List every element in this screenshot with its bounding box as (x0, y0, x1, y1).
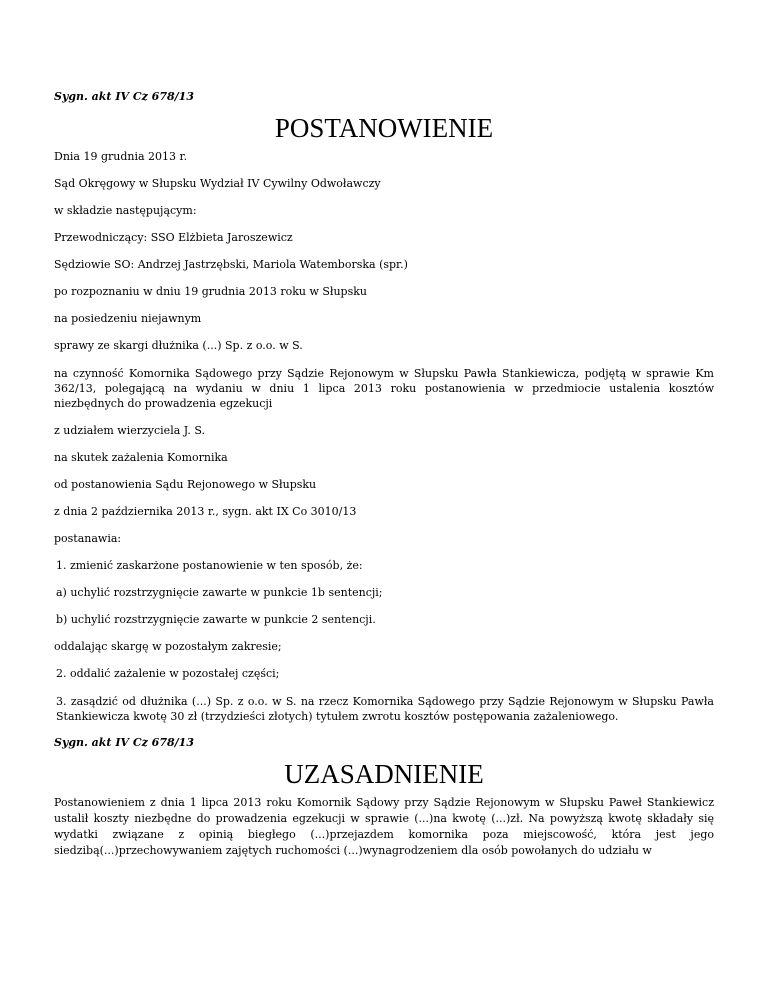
district-court-line: od postanowienia Sądu Rejonowego w Słupsku (54, 478, 317, 491)
document-page (54, 90, 714, 859)
bailiff-paragraph: na czynność Komornika Sądowego przy Sądzie Rejonowym w Słupsku Pawła Stankiewicza, podjętą w sprawie Km 362/13, polegającą na wydaniu w dniu 1 lipca 2013 roku postanowienia w przedmiocie ustalenia kosztów niezbędnych do prowadzenia egzekucji (54, 367, 714, 410)
point-1b: b) uchylić rozstrzygnięcie zawarte w punkcie 2 sentencji. (56, 613, 376, 626)
presiding-judge-line: Przewodniczący: SSO Elżbieta Jaroszewicz (54, 231, 293, 244)
hearing-line: po rozpoznaniu w dniu 19 grudnia 2013 roku w Słupsku (54, 285, 367, 298)
point-2: 2. oddalić zażalenie w pozostałej części; (56, 667, 280, 680)
decision-date-line: z dnia 2 października 2013 r., sygn. akt IX Co 3010/13 (54, 505, 357, 518)
case-line: sprawy ze skargi dłużnika (...) Sp. z o.o. w S. (54, 339, 303, 352)
dismissal-line: oddalając skargę w pozostałym zakresie; (54, 640, 282, 653)
point-1a: a) uchylić rozstrzygnięcie zawarte w punkcie 1b sentencji; (56, 586, 383, 599)
composition-line: w składzie następującym: (54, 204, 197, 217)
justification-paragraph: Postanowieniem z dnia 1 lipca 2013 roku Komornik Sądowy przy Sądzie Rejonowym w Słupsku Paweł Stankiewicz ustalił koszty niezbędne do prowadzenia egzekucji w sprawie (...)na kwotę (...)zł. Na powyższą kwotę składały się wydatki związane z opinią biegłego (...)przejazdem komornika poza miejscowość, która jest jego siedzibą(...)przechowywaniem zajętych ruchomości (...)wynagrodzeniem dla osób powołanych do udziału w (54, 796, 714, 857)
creditor-line: z udziałem wierzyciela J. S. (54, 424, 205, 437)
case-signature-2: Sygn. akt IV Cz 678/13 (54, 736, 194, 749)
complaint-line: na skutek zażalenia Komornika (54, 451, 228, 464)
decision-title: POSTANOWIENIE (274, 113, 494, 143)
point-1: 1. zmienić zaskarżone postanowienie w ten sposób, że: (56, 559, 363, 572)
judges-line: Sędziowie SO: Andrzej Jastrzębski, Mariola Watemborska (spr.) (54, 258, 408, 271)
point-3: 3. zasądzić od dłużnika (...) Sp. z o.o. w S. na rzecz Komornika Sądowego przy Sądzie Rejonowym w Słupsku Pawła Stankiewicza kwotę 30 zł (trzydzieści złotych) tytułem zwrotu kosztów postępowania zażaleniowego. (56, 695, 714, 723)
resolves-line: postanawia: (54, 532, 122, 545)
session-line: na posiedzeniu niejawnym (54, 312, 202, 325)
case-signature: Sygn. akt IV Cz 678/13 (54, 90, 194, 103)
date-line: Dnia 19 grudnia 2013 r. (54, 150, 188, 163)
court-line: Sąd Okręgowy w Słupsku Wydział IV Cywilny Odwoławczy (54, 177, 381, 190)
justification-title: UZASADNIENIE (284, 759, 484, 789)
